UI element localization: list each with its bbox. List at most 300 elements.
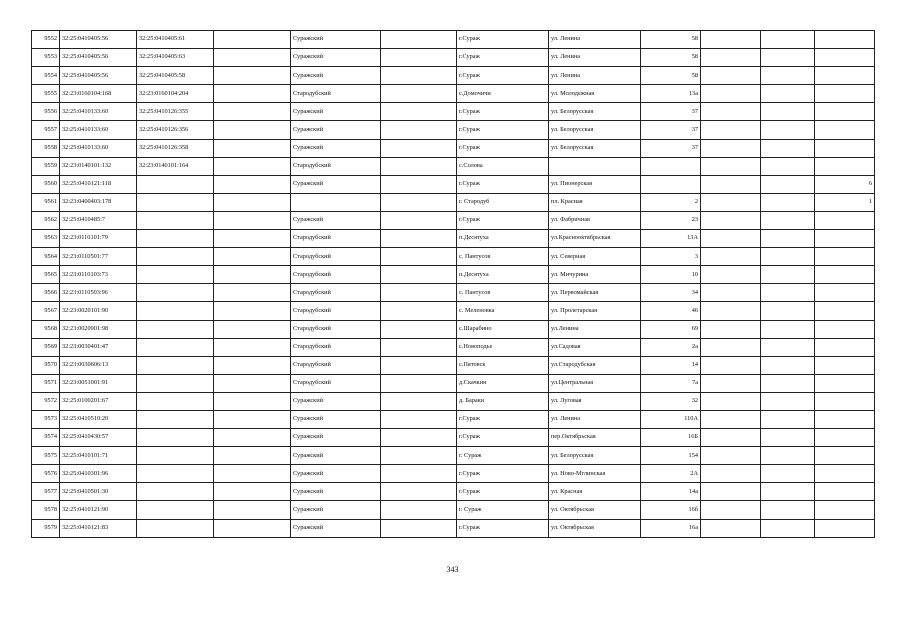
extra-value-cell bbox=[815, 121, 875, 139]
linked-cadastral-number-cell: 32:25:0410126:356 bbox=[137, 121, 214, 139]
blank-column-cell bbox=[381, 519, 457, 537]
row-number-cell: 9576 bbox=[32, 465, 60, 483]
house-number-cell: 16Б bbox=[641, 429, 701, 447]
extra-value-cell bbox=[815, 157, 875, 175]
blank-column-cell bbox=[214, 356, 291, 374]
extra-value-cell: 1 bbox=[815, 193, 875, 211]
extra-column-cell bbox=[761, 49, 815, 67]
blank-column-cell bbox=[214, 302, 291, 320]
street-cell: ул. Белорусская bbox=[549, 139, 641, 157]
district-cell: Стародубский bbox=[291, 374, 381, 392]
extra-column-cell bbox=[761, 85, 815, 103]
house-number-cell: 13а bbox=[641, 85, 701, 103]
extra-value-cell bbox=[815, 447, 875, 465]
settlement-cell: г.Сураж bbox=[457, 103, 549, 121]
cadastral-number-cell: 32:23:0110103:73 bbox=[60, 266, 137, 284]
linked-cadastral-number-cell: 32:23:0140101:164 bbox=[137, 157, 214, 175]
street-cell: ул. Октябрьская bbox=[549, 501, 641, 519]
street-cell: ул. Первомайская bbox=[549, 284, 641, 302]
extra-column-cell bbox=[761, 211, 815, 229]
blank-column-cell bbox=[381, 483, 457, 501]
district-cell: Стародубский bbox=[291, 356, 381, 374]
extra-column-cell bbox=[701, 302, 761, 320]
extra-column-cell bbox=[761, 501, 815, 519]
settlement-cell: с.Новоподье bbox=[457, 338, 549, 356]
extra-column-cell bbox=[761, 356, 815, 374]
extra-column-cell bbox=[761, 392, 815, 410]
row-number-cell: 9560 bbox=[32, 175, 60, 193]
extra-column-cell bbox=[701, 49, 761, 67]
street-cell: ул. Октябрьская bbox=[549, 519, 641, 537]
table-row bbox=[32, 483, 875, 501]
extra-column-cell bbox=[761, 483, 815, 501]
extra-column-cell bbox=[761, 410, 815, 428]
linked-cadastral-number-cell bbox=[137, 447, 214, 465]
cadastral-number-cell: 32:23:0020101:90 bbox=[60, 302, 137, 320]
blank-column-cell bbox=[381, 230, 457, 248]
linked-cadastral-number-cell bbox=[137, 483, 214, 501]
settlement-cell: г. Сураж bbox=[457, 447, 549, 465]
extra-column-cell bbox=[761, 175, 815, 193]
extra-value-cell bbox=[815, 338, 875, 356]
cadastral-number-cell: 32:25:0410510:20 bbox=[60, 410, 137, 428]
extra-value-cell bbox=[815, 356, 875, 374]
extra-value-cell bbox=[815, 49, 875, 67]
district-cell bbox=[291, 193, 381, 211]
table-row bbox=[32, 85, 875, 103]
settlement-cell: с. Пантусов bbox=[457, 284, 549, 302]
blank-column-cell bbox=[381, 410, 457, 428]
cadastral-number-cell: 32:23:0110501:77 bbox=[60, 248, 137, 266]
table-row bbox=[32, 193, 875, 211]
street-cell: пл. Красная bbox=[549, 193, 641, 211]
table-row bbox=[32, 447, 875, 465]
cadastral-number-cell: 32:25:0410121:118 bbox=[60, 175, 137, 193]
extra-column-cell bbox=[701, 248, 761, 266]
extra-column-cell bbox=[761, 157, 815, 175]
extra-column-cell bbox=[701, 31, 761, 49]
cadastral-number-cell: 32:23:0160104:168 bbox=[60, 85, 137, 103]
settlement-cell: г.Сураж bbox=[457, 139, 549, 157]
extra-value-cell bbox=[815, 501, 875, 519]
district-cell: Стародубский bbox=[291, 284, 381, 302]
street-cell: ул. Ленина bbox=[549, 49, 641, 67]
extra-value-cell bbox=[815, 211, 875, 229]
district-cell: Суражский bbox=[291, 429, 381, 447]
extra-column-cell bbox=[761, 31, 815, 49]
district-cell: Суражский bbox=[291, 67, 381, 85]
table-row bbox=[32, 501, 875, 519]
extra-column-cell bbox=[701, 320, 761, 338]
street-cell: ул. Мичурина bbox=[549, 266, 641, 284]
row-number-cell: 9569 bbox=[32, 338, 60, 356]
cadastral-number-cell: 32:25:0410405:56 bbox=[60, 49, 137, 67]
extra-column-cell bbox=[701, 193, 761, 211]
table-row bbox=[32, 31, 875, 49]
settlement-cell: п.Десятуха bbox=[457, 230, 549, 248]
extra-value-cell bbox=[815, 103, 875, 121]
row-number-cell: 9563 bbox=[32, 230, 60, 248]
extra-column-cell bbox=[701, 85, 761, 103]
extra-column-cell bbox=[761, 67, 815, 85]
linked-cadastral-number-cell bbox=[137, 465, 214, 483]
district-cell: Суражский bbox=[291, 483, 381, 501]
table-row bbox=[32, 248, 875, 266]
house-number-cell: 58 bbox=[641, 31, 701, 49]
blank-column-cell bbox=[214, 121, 291, 139]
registry-table bbox=[31, 30, 875, 538]
extra-value-cell bbox=[815, 139, 875, 157]
district-cell: Стародубский bbox=[291, 85, 381, 103]
linked-cadastral-number-cell: 32:25:0410405:61 bbox=[137, 31, 214, 49]
street-cell: пер.Октябрьская bbox=[549, 429, 641, 447]
linked-cadastral-number-cell bbox=[137, 248, 214, 266]
cadastral-number-cell: 32:25:0410501:30 bbox=[60, 483, 137, 501]
street-cell: ул.Стародубская bbox=[549, 356, 641, 374]
table-row bbox=[32, 49, 875, 67]
settlement-cell: г.Сураж bbox=[457, 519, 549, 537]
row-number-cell: 9564 bbox=[32, 248, 60, 266]
settlement-cell: п.Десятуха bbox=[457, 266, 549, 284]
table-row bbox=[32, 356, 875, 374]
extra-column-cell bbox=[701, 483, 761, 501]
extra-column-cell bbox=[701, 67, 761, 85]
linked-cadastral-number-cell bbox=[137, 175, 214, 193]
district-cell: Суражский bbox=[291, 139, 381, 157]
linked-cadastral-number-cell: 32:23:0160104:204 bbox=[137, 85, 214, 103]
extra-column-cell bbox=[761, 103, 815, 121]
extra-value-cell bbox=[815, 465, 875, 483]
blank-column-cell bbox=[214, 85, 291, 103]
blank-column-cell bbox=[381, 67, 457, 85]
district-cell: Суражский bbox=[291, 447, 381, 465]
row-number-cell: 9553 bbox=[32, 49, 60, 67]
extra-column-cell bbox=[701, 392, 761, 410]
settlement-cell: г.Сураж bbox=[457, 121, 549, 139]
house-number-cell: 37 bbox=[641, 121, 701, 139]
extra-column-cell bbox=[701, 139, 761, 157]
blank-column-cell bbox=[381, 465, 457, 483]
extra-column-cell bbox=[701, 338, 761, 356]
table-row bbox=[32, 103, 875, 121]
extra-value-cell bbox=[815, 320, 875, 338]
street-cell: ул. Ленина bbox=[549, 410, 641, 428]
extra-column-cell bbox=[761, 193, 815, 211]
extra-column-cell bbox=[761, 121, 815, 139]
linked-cadastral-number-cell: 32:25:0410405:63 bbox=[137, 49, 214, 67]
row-number-cell: 9566 bbox=[32, 284, 60, 302]
street-cell: ул.Краснооктябрьская bbox=[549, 230, 641, 248]
cadastral-number-cell: 32:25:0410405:56 bbox=[60, 31, 137, 49]
blank-column-cell bbox=[381, 248, 457, 266]
blank-column-cell bbox=[214, 103, 291, 121]
extra-value-cell bbox=[815, 302, 875, 320]
blank-column-cell bbox=[381, 121, 457, 139]
blank-column-cell bbox=[214, 230, 291, 248]
blank-column-cell bbox=[214, 392, 291, 410]
row-number-cell: 9556 bbox=[32, 103, 60, 121]
blank-column-cell bbox=[381, 175, 457, 193]
extra-value-cell bbox=[815, 483, 875, 501]
house-number-cell: 10 bbox=[641, 266, 701, 284]
settlement-cell: с. Пантусов bbox=[457, 248, 549, 266]
table-row bbox=[32, 67, 875, 85]
extra-column-cell bbox=[701, 157, 761, 175]
extra-column-cell bbox=[701, 103, 761, 121]
blank-column-cell bbox=[214, 31, 291, 49]
house-number-cell: 32 bbox=[641, 392, 701, 410]
row-number-cell: 9574 bbox=[32, 429, 60, 447]
extra-column-cell bbox=[701, 519, 761, 537]
cadastral-number-cell: 32:25:0410133:60 bbox=[60, 103, 137, 121]
table-row bbox=[32, 302, 875, 320]
table-row bbox=[32, 465, 875, 483]
settlement-cell: г.Сураж bbox=[457, 483, 549, 501]
street-cell: ул. Ново-Мглинская bbox=[549, 465, 641, 483]
linked-cadastral-number-cell bbox=[137, 410, 214, 428]
linked-cadastral-number-cell bbox=[137, 302, 214, 320]
district-cell: Суражский bbox=[291, 49, 381, 67]
street-cell: ул. Луговая bbox=[549, 392, 641, 410]
cadastral-number-cell: 32:25:0100201:67 bbox=[60, 392, 137, 410]
blank-column-cell bbox=[381, 266, 457, 284]
blank-column-cell bbox=[214, 157, 291, 175]
row-number-cell: 9572 bbox=[32, 392, 60, 410]
blank-column-cell bbox=[214, 374, 291, 392]
extra-value-cell bbox=[815, 519, 875, 537]
extra-value-cell bbox=[815, 31, 875, 49]
cadastral-number-cell: 32:23:0400403:178 bbox=[60, 193, 137, 211]
street-cell: ул. Пролетарская bbox=[549, 302, 641, 320]
extra-column-cell bbox=[701, 465, 761, 483]
blank-column-cell bbox=[214, 483, 291, 501]
extra-value-cell bbox=[815, 85, 875, 103]
district-cell: Стародубский bbox=[291, 320, 381, 338]
linked-cadastral-number-cell bbox=[137, 193, 214, 211]
table-row bbox=[32, 121, 875, 139]
blank-column-cell bbox=[381, 85, 457, 103]
extra-value-cell bbox=[815, 374, 875, 392]
extra-value-cell: 6 bbox=[815, 175, 875, 193]
extra-column-cell bbox=[761, 374, 815, 392]
street-cell bbox=[549, 157, 641, 175]
cadastral-number-cell: 32:25:0410405:56 bbox=[60, 67, 137, 85]
blank-column-cell bbox=[214, 320, 291, 338]
street-cell: ул.Ленина bbox=[549, 320, 641, 338]
extra-column-cell bbox=[761, 284, 815, 302]
blank-column-cell bbox=[381, 302, 457, 320]
blank-column-cell bbox=[381, 374, 457, 392]
extra-column-cell bbox=[761, 230, 815, 248]
house-number-cell: 37 bbox=[641, 139, 701, 157]
cadastral-number-cell: 32:23:0110503:96 bbox=[60, 284, 137, 302]
blank-column-cell bbox=[214, 429, 291, 447]
street-cell: ул. Ленина bbox=[549, 67, 641, 85]
settlement-cell: г. Сураж bbox=[457, 501, 549, 519]
district-cell: Стародубский bbox=[291, 338, 381, 356]
street-cell: ул. Ленина bbox=[549, 31, 641, 49]
cadastral-number-cell: 32:25:0410485:7 bbox=[60, 211, 137, 229]
extra-value-cell bbox=[815, 284, 875, 302]
blank-column-cell bbox=[214, 465, 291, 483]
extra-column-cell bbox=[761, 266, 815, 284]
row-number-cell: 9555 bbox=[32, 85, 60, 103]
street-cell: ул. Северная bbox=[549, 248, 641, 266]
settlement-cell: д.Скачкин bbox=[457, 374, 549, 392]
table-row bbox=[32, 211, 875, 229]
settlement-cell: г.Сураж bbox=[457, 49, 549, 67]
street-cell: ул. Молодежная bbox=[549, 85, 641, 103]
extra-column-cell bbox=[701, 121, 761, 139]
extra-column-cell bbox=[701, 374, 761, 392]
settlement-cell: д. Бараки bbox=[457, 392, 549, 410]
cadastral-number-cell: 32:25:0410133:60 bbox=[60, 139, 137, 157]
street-cell: ул. Фабричная bbox=[549, 211, 641, 229]
linked-cadastral-number-cell bbox=[137, 429, 214, 447]
house-number-cell: 37 bbox=[641, 103, 701, 121]
row-number-cell: 9559 bbox=[32, 157, 60, 175]
house-number-cell: 69 bbox=[641, 320, 701, 338]
cadastral-number-cell: 32:23:0030606:13 bbox=[60, 356, 137, 374]
settlement-cell: г.Сураж bbox=[457, 31, 549, 49]
table-row bbox=[32, 519, 875, 537]
table-row bbox=[32, 320, 875, 338]
row-number-cell: 9578 bbox=[32, 501, 60, 519]
blank-column-cell bbox=[214, 248, 291, 266]
table-row bbox=[32, 266, 875, 284]
table-row bbox=[32, 338, 875, 356]
house-number-cell: 7а bbox=[641, 374, 701, 392]
district-cell: Стародубский bbox=[291, 157, 381, 175]
blank-column-cell bbox=[214, 519, 291, 537]
blank-column-cell bbox=[381, 211, 457, 229]
cadastral-number-cell: 32:23:0051001:91 bbox=[60, 374, 137, 392]
blank-column-cell bbox=[381, 356, 457, 374]
cadastral-number-cell: 32:25:0410301:96 bbox=[60, 465, 137, 483]
row-number-cell: 9570 bbox=[32, 356, 60, 374]
extra-column-cell bbox=[761, 248, 815, 266]
settlement-cell: г.Сураж bbox=[457, 211, 549, 229]
extra-value-cell bbox=[815, 67, 875, 85]
extra-value-cell bbox=[815, 230, 875, 248]
extra-column-cell bbox=[761, 519, 815, 537]
blank-column-cell bbox=[214, 338, 291, 356]
house-number-cell: 2А bbox=[641, 465, 701, 483]
cadastral-number-cell: 32:23:0030401:47 bbox=[60, 338, 137, 356]
district-cell: Стародубский bbox=[291, 302, 381, 320]
blank-column-cell bbox=[214, 139, 291, 157]
settlement-cell: с.Солова bbox=[457, 157, 549, 175]
table-row bbox=[32, 139, 875, 157]
linked-cadastral-number-cell bbox=[137, 356, 214, 374]
house-number-cell: 58 bbox=[641, 49, 701, 67]
house-number-cell: 23 bbox=[641, 211, 701, 229]
blank-column-cell bbox=[214, 284, 291, 302]
extra-column-cell bbox=[761, 465, 815, 483]
extra-column-cell bbox=[761, 139, 815, 157]
blank-column-cell bbox=[381, 429, 457, 447]
house-number-cell: 2 bbox=[641, 193, 701, 211]
cadastral-number-cell: 32:25:0410121:83 bbox=[60, 519, 137, 537]
page-number: 343 bbox=[446, 565, 459, 574]
extra-column-cell bbox=[761, 338, 815, 356]
blank-column-cell bbox=[381, 139, 457, 157]
district-cell: Суражский bbox=[291, 121, 381, 139]
house-number-cell: 58 bbox=[641, 67, 701, 85]
row-number-cell: 9573 bbox=[32, 410, 60, 428]
linked-cadastral-number-cell bbox=[137, 211, 214, 229]
district-cell: Суражский bbox=[291, 410, 381, 428]
cadastral-number-cell: 32:25:0410430:57 bbox=[60, 429, 137, 447]
linked-cadastral-number-cell bbox=[137, 519, 214, 537]
row-number-cell: 9579 bbox=[32, 519, 60, 537]
settlement-cell: г. Стародуб bbox=[457, 193, 549, 211]
row-number-cell: 9571 bbox=[32, 374, 60, 392]
house-number-cell: 34 bbox=[641, 284, 701, 302]
extra-column-cell bbox=[701, 447, 761, 465]
house-number-cell: 14 bbox=[641, 356, 701, 374]
district-cell: Стародубский bbox=[291, 266, 381, 284]
street-cell: ул. Белорусская bbox=[549, 447, 641, 465]
settlement-cell: с.Пятовск bbox=[457, 356, 549, 374]
blank-column-cell bbox=[381, 157, 457, 175]
settlement-cell: с. Меленовка bbox=[457, 302, 549, 320]
table-row bbox=[32, 374, 875, 392]
blank-column-cell bbox=[381, 392, 457, 410]
district-cell: Суражский bbox=[291, 31, 381, 49]
linked-cadastral-number-cell bbox=[137, 501, 214, 519]
table-row bbox=[32, 157, 875, 175]
cadastral-number-cell: 32:25:0410121:90 bbox=[60, 501, 137, 519]
district-cell: Суражский bbox=[291, 392, 381, 410]
row-number-cell: 9565 bbox=[32, 266, 60, 284]
district-cell: Стародубский bbox=[291, 248, 381, 266]
blank-column-cell bbox=[214, 175, 291, 193]
settlement-cell: г.Сураж bbox=[457, 175, 549, 193]
house-number-cell: 3 bbox=[641, 248, 701, 266]
row-number-cell: 9557 bbox=[32, 121, 60, 139]
extra-column-cell bbox=[761, 447, 815, 465]
extra-column-cell bbox=[761, 302, 815, 320]
extra-column-cell bbox=[761, 429, 815, 447]
extra-value-cell bbox=[815, 410, 875, 428]
blank-column-cell bbox=[381, 193, 457, 211]
extra-column-cell bbox=[701, 211, 761, 229]
extra-value-cell bbox=[815, 248, 875, 266]
linked-cadastral-number-cell bbox=[137, 338, 214, 356]
settlement-cell: г.Сураж bbox=[457, 465, 549, 483]
cadastral-number-cell: 32:23:0110101:79 bbox=[60, 230, 137, 248]
blank-column-cell bbox=[214, 266, 291, 284]
district-cell: Суражский bbox=[291, 465, 381, 483]
table-row bbox=[32, 284, 875, 302]
blank-column-cell bbox=[214, 211, 291, 229]
district-cell: Суражский bbox=[291, 103, 381, 121]
street-cell: ул. Пионерская bbox=[549, 175, 641, 193]
street-cell: ул.Садовая bbox=[549, 338, 641, 356]
street-cell: ул. Белорусская bbox=[549, 103, 641, 121]
cadastral-number-cell: 32:25:0410101:71 bbox=[60, 447, 137, 465]
blank-column-cell bbox=[214, 49, 291, 67]
linked-cadastral-number-cell: 32:25:0410126:355 bbox=[137, 103, 214, 121]
row-number-cell: 9577 bbox=[32, 483, 60, 501]
extra-column-cell bbox=[761, 320, 815, 338]
extra-value-cell bbox=[815, 392, 875, 410]
blank-column-cell bbox=[381, 447, 457, 465]
district-cell: Суражский bbox=[291, 501, 381, 519]
blank-column-cell bbox=[381, 31, 457, 49]
blank-column-cell bbox=[214, 193, 291, 211]
